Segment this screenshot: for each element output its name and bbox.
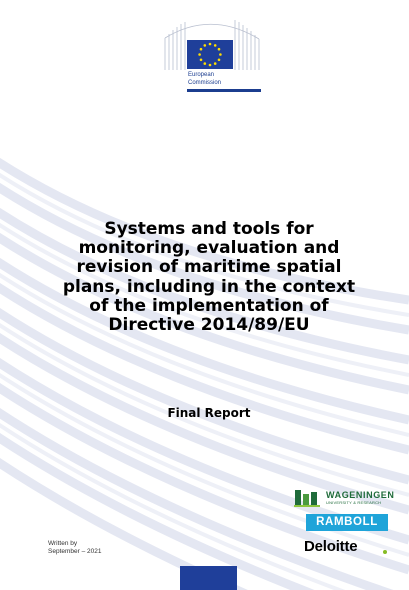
title-line: Systems and tools for (104, 219, 314, 239)
title-line: Directive 2014/89/EU (108, 315, 310, 336)
ec-logo-underline (187, 89, 261, 92)
deloitte-logo: Deloitte (304, 538, 358, 555)
deloitte-dot-icon (383, 550, 387, 554)
ec-logo-line1: European (188, 72, 215, 78)
report-title (40, 220, 378, 335)
wageningen-logo (294, 488, 395, 508)
wageningen-name: WAGENINGEN (326, 490, 395, 500)
eu-flag-footer-icon (180, 566, 237, 590)
title-line: plans, including in the context (62, 276, 356, 297)
partner-logos (290, 488, 400, 563)
title-line: of the implementation of (89, 295, 329, 316)
written-by-label: Written by (48, 540, 78, 547)
title-line: revision of maritime spatial (76, 257, 342, 278)
ramboll-logo: RAMBOLL (306, 514, 388, 531)
ec-logo-line2: Commission (188, 79, 222, 86)
wageningen-emblem-icon (294, 488, 322, 508)
ec-logo-wordmark (188, 72, 221, 87)
written-by-date: September – 2021 (48, 548, 102, 555)
report-subtitle: Final Report (167, 406, 251, 420)
written-by-block (48, 540, 101, 556)
title-line: monitoring, evaluation and (78, 238, 340, 259)
wageningen-subtitle: UNIVERSITY & RESEARCH (326, 500, 382, 505)
